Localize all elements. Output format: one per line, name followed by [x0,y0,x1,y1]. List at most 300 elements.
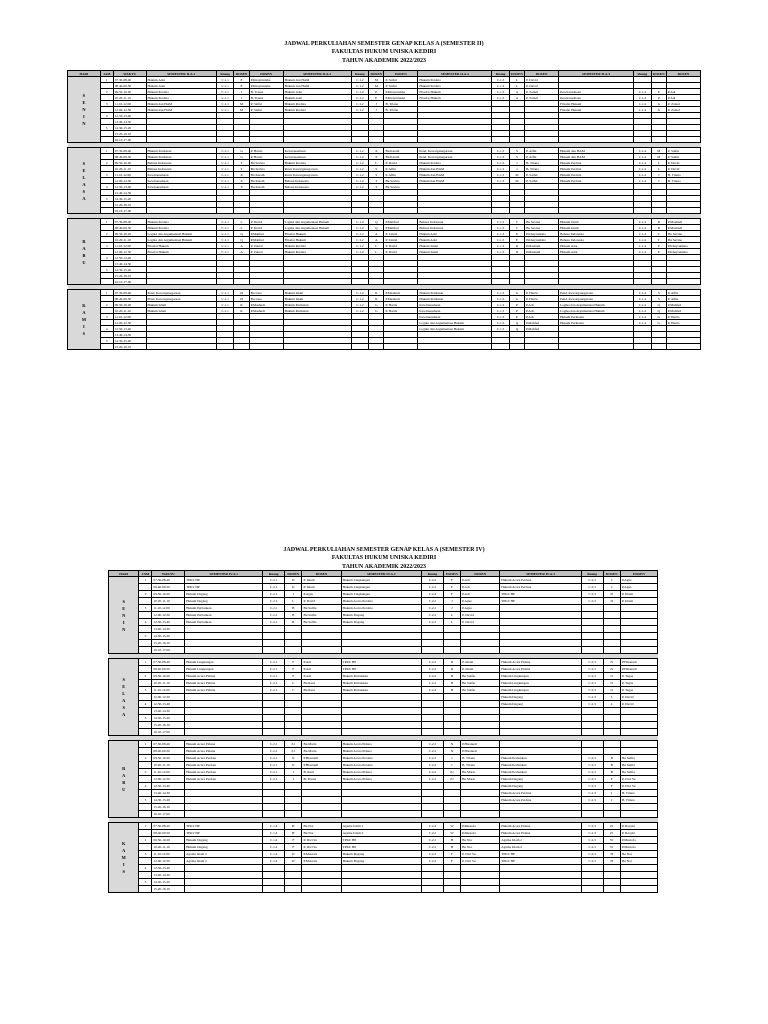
table-cell: C.2.2 [422,830,444,837]
table-cell: C.2.1 [263,591,285,598]
table-cell [139,886,152,893]
table-cell: C.2.3 [581,687,603,694]
table-cell: Agama Islam 2 [341,823,421,830]
table-cell: L [285,598,302,605]
table-cell: F [603,783,620,790]
table-cell: Bu Sevina [525,225,559,231]
table-cell: C.1.4 [634,89,652,95]
table-cell: Agama Islam 2 [500,837,582,844]
table-cell: P.Mustofa [302,858,341,865]
table-cell [581,605,603,612]
table-cell [139,584,152,591]
table-cell: 15.20-16.10 [113,344,146,350]
table-cell: C.2.1 [263,584,285,591]
table-cell: J [369,101,384,107]
day-name-cell [109,741,139,818]
table-cell: Hukum dan HAM [283,77,351,83]
table-cell: Bu Sevina [384,178,418,184]
table-cell: C.2.1 [263,680,285,687]
table-cell: Hukum Adat [559,249,634,255]
table-cell: C.2.1 [263,666,285,673]
table-cell [139,680,152,687]
table-cell: J [369,107,384,113]
table-cell: Bu Maria [461,769,500,776]
table-cell: 10.20-11.10 [152,598,185,605]
table-cell [603,886,620,893]
table-cell: Hukum Perbankan [341,673,421,680]
table-cell: Z1 [443,769,460,776]
table-cell: C [285,687,302,694]
table-cell: P. Zainal [525,89,559,95]
table-cell: 5 [100,267,113,273]
table-cell: C.1.4 [263,844,285,851]
table-cell [500,879,582,886]
table-cell: C.1.4 [634,160,652,166]
table-cell: C.1.3 [492,95,510,101]
header-cell: DOSEN [603,571,620,577]
table-cell: Hukum Acara Perdata [185,769,263,776]
table-cell [422,701,444,708]
table-cell: TPKI/ HP [500,851,582,858]
table-cell: TPKI/ HP [500,591,582,598]
table-cell: C.1.2 [351,249,369,255]
table-cell: 10.20-11.10 [152,762,185,769]
table-cell: I [603,797,620,804]
table-cell: 11.10-12.00 [152,851,185,858]
header-cell: DOSEN [302,571,341,577]
table-cell: 12.50-13.40 [152,783,185,790]
table-cell: C.2.1 [263,577,285,584]
table-cell [509,344,524,350]
table-cell: C.2.3 [581,577,603,584]
table-cell: Bahasa Indonesia [283,178,351,184]
table-cell: P [651,89,666,95]
table-cell: C.1.1 [216,101,234,107]
table-cell [302,715,341,722]
header-cell: SEMESTER IV.A.3 [500,571,582,577]
table-cell: C.2.1 [263,755,285,762]
table-cell [302,640,341,647]
table-cell [422,722,444,729]
table-cell [443,865,460,872]
table-cell: R [234,308,249,314]
table-cell: Hukum Adat [146,83,216,89]
table-cell: Hukum Perbankan [185,605,263,612]
table-cell: D [285,584,302,591]
table-cell: Q [651,302,666,308]
table-cell: C.1.3 [492,83,510,89]
table-cell: Hukum Dagang [185,844,263,851]
table-row [109,858,658,865]
table-cell: C.1.1 [216,172,234,178]
table-cell: C.1.4 [634,178,652,184]
table-cell: 12.00-12.50 [152,776,185,783]
table-row [109,708,658,715]
table-cell: P.Khayrunisha [666,243,700,249]
table-cell [651,344,666,350]
table-cell: Hukum Dagang [341,612,421,619]
table-cell [302,729,341,736]
table-cell: TPKI/ HP [341,844,421,851]
table-cell: C.1.2 [351,83,369,89]
table-cell [620,715,657,722]
table-cell: W [285,858,302,865]
table-row [109,584,658,591]
table-cell: 2 [100,302,113,308]
table-cell [302,797,341,804]
table-cell: Z1 [443,776,460,783]
day-letter: A [122,712,126,717]
table-cell [581,612,603,619]
day-name-cell [109,577,139,654]
table-cell: C.1.3 [492,89,510,95]
table-cell: P.Adi [461,591,500,598]
table-cell: 4 [139,865,152,872]
table-cell: R [651,225,666,231]
table-row [109,659,658,666]
table-cell: Hukum Lingkungan [500,680,582,687]
table-cell: D [443,659,460,666]
table-cell [341,708,421,715]
table-cell [302,722,341,729]
table-cell: C.1.4 [263,823,285,830]
table-row [109,872,658,879]
table-cell [500,605,582,612]
table-cell: Bu Sulfia [620,762,657,769]
table-cell: P.Khayrunisha [384,95,418,101]
table-cell: M [234,101,249,107]
table-cell: P.Mashudi [249,308,283,314]
table-cell: C.2.3 [581,680,603,687]
table-cell: Filsafat Hukum [559,101,634,107]
table-cell [185,811,263,818]
header-cell: DOSEN [285,571,302,577]
table-cell: P.Khayrunisha [666,249,700,255]
table-cell: Hukum Lingkungan [185,659,263,666]
day-letter: R [122,766,126,771]
table-cell: B. Triana [461,762,500,769]
table-row [109,666,658,673]
table-cell: Bu Nor [461,837,500,844]
table-cell [263,872,285,879]
table-cell: Hukum Adat [418,237,492,243]
table-cell: Logika dan Argumentasi Hukum [418,320,492,326]
table-cell [581,626,603,633]
table-cell: P. Zainal [249,243,283,249]
table-cell: G [369,302,384,308]
table-cell: T [234,160,249,166]
table-cell [139,858,152,865]
table-cell: C.2.2 [422,844,444,851]
table-cell: G [509,290,524,296]
table-cell: Agama Islam 2 [185,858,263,865]
table-cell: Hukum Dagang [500,783,582,790]
header-cell: HARI [68,71,101,77]
table-cell: 07.30-08.40 [113,290,146,296]
table-cell: P. Zainal [666,101,700,107]
table-cell: Hukum Acara Pidana [500,823,582,830]
table-cell [341,633,421,640]
table-row [109,886,658,893]
table-cell: C.1.2 [351,184,369,190]
table-cell: B [285,619,302,626]
table-cell [461,708,500,715]
table-cell: P.Adi [525,302,559,308]
table-cell: C.2.2 [422,577,444,584]
table-cell: P.Adi [525,308,559,314]
day-letter: L [82,174,86,180]
table-cell: P.Mahfud [525,320,559,326]
table-cell: 12.00-12.50 [152,694,185,701]
table-cell: P. David [249,225,283,231]
table-cell: 07.30-08.40 [113,219,146,225]
table-cell [603,879,620,886]
table-cell: P. Saiful [666,148,700,154]
table-cell: C.1.1 [216,302,234,308]
table-cell: C.1.2 [351,148,369,154]
table-row [109,783,658,790]
table-cell: 1 [100,219,113,225]
table-row [109,701,658,708]
table-cell: Hukum Perdata [146,95,216,101]
table-cell: Q [509,326,524,332]
table-cell [581,804,603,811]
table-cell: N [603,666,620,673]
table-row [109,748,658,755]
table-cell: 10.20-11.10 [113,308,146,314]
table-cell: Logika dan Argumentasi Hukum [559,308,634,314]
table-cell: C.1.2 [351,95,369,101]
table-cell: P. David [461,612,500,619]
table-cell: Bu Sevina [666,231,700,237]
table-cell [185,647,263,654]
table-cell [500,619,582,626]
table-cell: 09.50-10.20 [152,837,185,844]
header-cell: Ruang [492,71,510,77]
table-cell: Filsafat Hukum [559,107,634,113]
table-cell: C.1.2 [351,231,369,237]
table-cell [283,344,351,350]
table-cell: Hukum Dagang [185,598,263,605]
table-cell [443,879,460,886]
table-cell [620,708,657,715]
table-cell: J [651,178,666,184]
table-cell: N [285,762,302,769]
table-cell [443,715,460,722]
table-cell: Hukum Acara Pidana [500,659,582,666]
table-cell: TPKI/ HP [185,584,263,591]
table-cell [500,715,582,722]
table-cell: Hukum dan HAM [418,166,492,172]
table-cell [620,865,657,872]
schedule-table-semester-2 [67,70,701,350]
table-cell: 08.40-09.50 [113,154,146,160]
table-cell [443,797,460,804]
table-cell: B [443,673,460,680]
table-cell: 08.40-09.50 [152,584,185,591]
table-cell: C.1.1 [216,89,234,95]
table-cell: P. Zainal [384,231,418,237]
table-cell: 14.30-15.20 [113,125,146,131]
table-cell: P.Khayrunisha [525,231,559,237]
header-cell: Ruang [422,571,444,577]
table-cell: Bu Karsih [384,148,418,154]
table-cell: Hukum Perbankan [500,769,582,776]
table-cell [185,640,263,647]
table-cell: P. Zainal [525,95,559,101]
table-cell: 15.20-16.10 [152,640,185,647]
table-cell: C.2.3 [581,851,603,858]
table-cell [263,865,285,872]
table-cell: N [285,755,302,762]
table-cell: C.1.1 [216,178,234,184]
table-cell [603,872,620,879]
table-cell: P. Affin [666,296,700,302]
table-row [109,844,658,851]
header-cell: DOSEN [235,71,248,76]
table-cell [302,708,341,715]
table-cell [263,715,285,722]
table-cell: Hukum Islam [283,290,351,296]
table-cell: Hukum Perdata [283,160,351,166]
table-cell: ZI [234,296,249,302]
table-cell: ZI [234,290,249,296]
table-cell: Bu Sulfia [302,612,341,619]
table-cell: Hukum Perikatan [283,308,351,314]
table-cell: 10.20-11.10 [113,95,146,101]
table-cell [500,640,582,647]
table-cell [139,598,152,605]
table-cell: Agama Islam 2 [341,830,421,837]
table-cell: C.1.4 [263,830,285,837]
table-cell: C.1.1 [216,148,234,154]
table-cell: Hukum Dagang [341,619,421,626]
day-letter: A [122,698,126,703]
table-cell: Filsafat Hukum [146,243,216,249]
table-cell: P.Mashudi [666,225,700,231]
table-cell [285,640,302,647]
table-cell [139,811,152,818]
table-cell [302,633,341,640]
table-cell [581,708,603,715]
table-cell [461,722,500,729]
table-cell: Bu Sulfia [302,619,341,626]
table-cell [620,640,657,647]
table-cell: 07.30-08.40 [113,148,146,154]
table-cell: Hukum Perdata [146,219,216,225]
table-cell: Logika dan Argumentasi Hukum [283,219,351,225]
table-cell: R [369,290,384,296]
table-cell: Hukum Acara Pidana [185,748,263,755]
table-cell: P. Affin [525,148,559,154]
table-cell: C.1.3 [492,160,510,166]
table-cell: C.1.4 [263,858,285,865]
table-cell: G [234,148,249,154]
table-cell [634,344,652,350]
table-cell: W [285,851,302,858]
day-name-cell [68,148,101,214]
table-cell: P.Mahfud [249,231,283,237]
table-cell: Bu Karsih [384,154,418,160]
table-cell: C.2.3 [581,830,603,837]
table-cell: C.2.1 [263,762,285,769]
table-cell: P. Dwi Su [302,844,341,851]
table-cell [603,741,620,748]
header-cell: WAKTU [113,71,146,77]
table-cell [620,872,657,879]
table-cell [341,640,421,647]
table-cell [302,783,341,790]
day-letter: E [82,100,86,105]
table-cell [461,701,500,708]
table-cell: 11.10-12.00 [113,172,146,178]
table-cell: P. Dwi Su [461,851,500,858]
table-cell: Logika dan Argumentasi Hukum [146,231,216,237]
table-cell [500,612,582,619]
table-cell [443,640,460,647]
table-cell [302,804,341,811]
table-cell: 08.40-09.50 [152,666,185,673]
table-cell: 4 [139,701,152,708]
table-cell [620,605,657,612]
table-cell: N [443,741,460,748]
table-cell: Kewirausahaan [559,95,634,101]
table-cell [341,783,421,790]
table-cell: X [234,172,249,178]
table-cell: 1 [100,77,113,83]
table-cell: S [651,296,666,302]
table-cell [139,666,152,673]
table-cell [603,633,620,640]
header-cell: SEMESTER II.A.1 [146,71,216,77]
table-cell: Pend. Kewarganegaraan [146,296,216,302]
table-cell: C.2.3 [581,837,603,844]
table-cell: Bu Sulfia [461,687,500,694]
table-cell: 4 [100,326,113,332]
table-cell [500,865,582,872]
table-cell [461,804,500,811]
table-cell: P [509,302,524,308]
table-cell: 14.30-15.20 [152,879,185,886]
table-cell: Hukum Islam [146,302,216,308]
table-cell: Hukum Adat [283,95,351,101]
table-cell: C.2.3 [581,858,603,865]
table-cell: P.Mahfud [666,308,700,314]
table-cell: E [369,89,384,95]
table-cell [461,783,500,790]
table-cell [351,344,369,350]
table-cell: H [285,830,302,837]
table-cell: P. Tegus [620,687,657,694]
table-cell: P. Saiful [249,101,283,107]
table-cell [285,701,302,708]
table-cell: 1 [139,741,152,748]
table-cell: C.2.2 [422,584,444,591]
table-cell [285,865,302,872]
table-cell [285,708,302,715]
table-cell: C.1.2 [351,178,369,184]
table-cell [139,708,152,715]
table-cell: P. David [525,83,559,89]
table-cell [369,344,384,350]
table-cell [139,640,152,647]
table-cell [263,708,285,715]
table-cell: T [369,178,384,184]
table-cell: P.Mahfud [249,237,283,243]
table-cell: C.1.2 [351,219,369,225]
table-cell: Q [509,320,524,326]
table-cell: P. David [620,701,657,708]
